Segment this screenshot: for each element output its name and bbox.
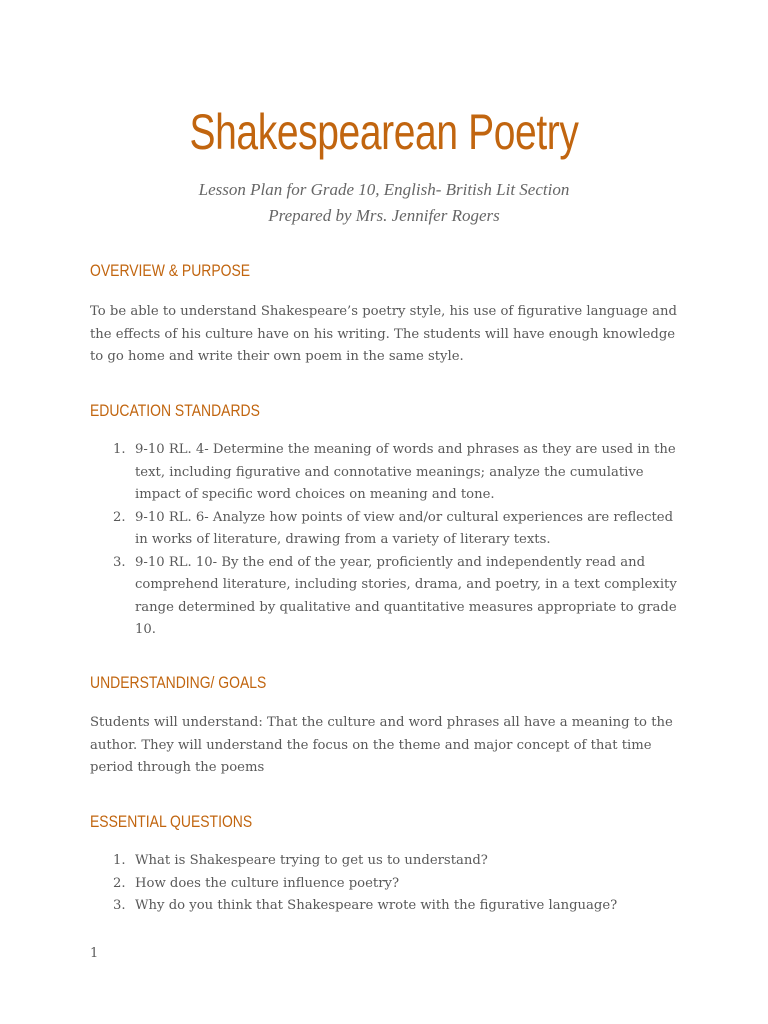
standards-heading: EDUCATION STANDARDS [90,401,260,420]
questions-heading: ESSENTIAL QUESTIONS [90,812,253,831]
list-item [90,850,685,873]
list-number: 1. [113,853,126,868]
list-item-text: 9-10 RL. 6- Analyze how points of view and/or cultural experiences are reflected in works of literature, drawing from a variety of literary texts. [135,509,674,547]
goals-heading: UNDERSTANDING/ GOALS [90,673,267,692]
questions-list [90,850,685,918]
list-item [90,873,685,896]
list-item-text: Why do you think that Shakespeare wrote with the figurative language? [135,898,618,913]
list-number: 3. [113,898,126,913]
list-item [90,552,685,642]
overview-text: To be able to understand Shakespeare’s poetry style, his use of figurative language and the effects of his culture have on his writing. The students will have enough knowledge to go home and write their own poem in the same style. [90,304,677,364]
list-item-text: How does the culture influence poetry? [135,875,400,891]
overview-heading: OVERVIEW & PURPOSE [90,261,251,280]
goals-text: Students will understand: That the culture and word phrases all have a meaning to the author. They will understand the focus on the theme and major concept of that time period through the poems [90,715,673,775]
list-number: 1. [113,442,126,457]
list-number: 3. [113,554,126,570]
subtitle-course: Lesson Plan for Grade 10, English- British Lit Section [198,180,570,199]
list-item [90,507,685,552]
list-number: 2. [113,509,126,525]
subtitle-author: Prepared by Mrs. Jennifer Rogers [268,206,500,225]
list-number: 2. [113,875,126,891]
list-item-text: 9-10 RL. 4- Determine the meaning of words and phrases as they are used in the text, including figurative and connotative meanings; analyze the cumulative impact of specific word choices on meaning and tone. [135,442,676,502]
list-item [90,439,685,507]
page-number: 1 [90,946,99,961]
list-item [90,895,685,918]
standards-list [90,439,685,642]
list-item-text: 9-10 RL. 10- By the end of the year, proficiently and independently read and comprehend literature, including stories, drama, and poetry, in a text complexity range determined by qualitative and quantitative measures appropriate to grade 10. [135,554,677,637]
list-item-text: What is Shakespeare trying to get us to understand? [135,853,488,868]
page-title: Shakespearean Poetry [189,104,579,160]
